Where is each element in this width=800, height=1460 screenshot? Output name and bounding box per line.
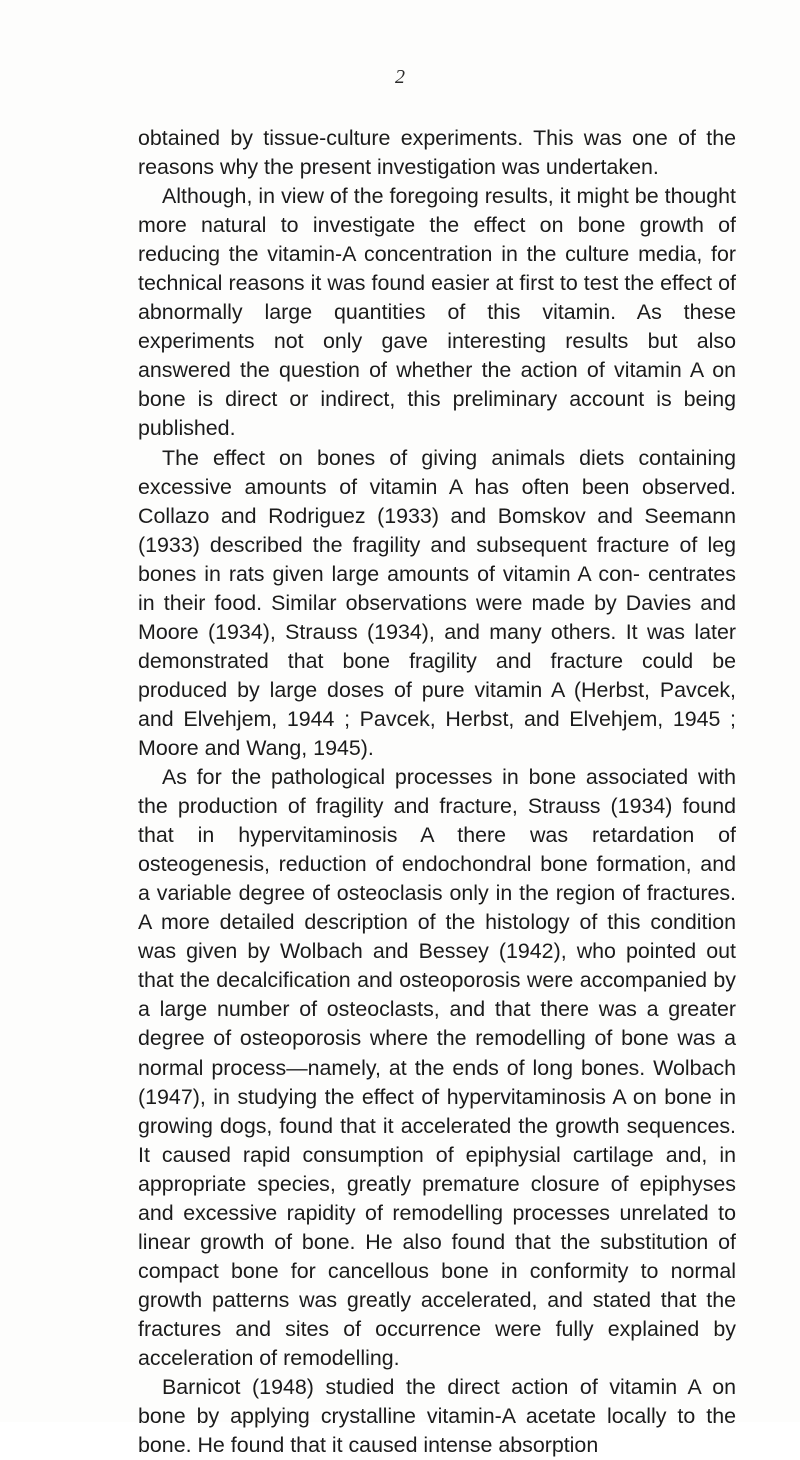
page-number: 2 [395, 66, 405, 88]
paragraph-continuation: obtained by tissue-culture experiments. This was one of the reasons why the present investigation was undertaken. [138, 126, 736, 180]
paragraph-vitamin-a-concentration: Although, in view of the foregoing results, it might be thought more natural to investigate the effect on bone growth of reducing the vitamin-A concentration in the culture media, for technical reasons it was found easier at first to test the effect of abnormally large quantities of this vitamin. As these experiments not only gave interesting results but also answered the question of whether the action of vitamin A on bone is direct or indirect, this preliminary account is being published. [138, 184, 736, 441]
paragraph-bone-effects: The effect on bones of giving animals diets containing excessive amounts of vitamin A has often been observed. Collazo and Rodriguez (1933) and Bomskov and Seemann (1933) described the fragility and subsequent fracture of leg bones in rats given large amounts of vitamin A con- centrates in their food. Similar observations were made by Davies and Moore (1934), Strauss (1934), and many others. It was later demonstrated that bone fragility and fracture could be produced by large doses of pure vitamin A (Herbst, Pavcek, and Elvehjem, 1944 ; Pavcek, Herbst, and Elvehjem, 1945 ; Moore and Wang, 1945). [138, 445, 736, 760]
paragraph-pathological-processes: As for the pathological processes in bone associated with the production of fragility and fracture, Strauss (1934) found that in hypervitaminosis A there was retardation of osteogenesis, reduction of endochondral bone formation, and a variable degree of osteoclasis only in the region of fractures. A more detailed description of the histology of this condition was given by Wolbach and Bessey (1942), who pointed out that the decalcification and osteoporosis were accompanied by a large number of osteoclasts, and that there was a greater degree of osteoporosis where the remodelling of bone was a normal process—namely, at the ends of long bones. Wolbach (1947), in studying the effect of hypervitaminosis A on bone in growing dogs, found that it accelerated the growth sequences. It caused rapid consumption of epiphysial cartilage and, in appropriate species, greatly premature closure of epiphyses and excessive rapidity of remodelling processes unrelated to linear growth of bone. He also found that the substitution of compact bone for cancellous bone in conformity to normal growth patterns was greatly accelerated, and stated that the fractures and sites of occurrence were fully explained by acceleration of remodelling. [138, 765, 736, 1370]
paragraph-barnicot: Barnicot (1948) studied the direct action of vitamin A on bone by applying crystalline vitamin-A acetate locally to the bone. He found that it caused intense absorption [138, 1375, 736, 1458]
body-text [138, 124, 736, 1460]
